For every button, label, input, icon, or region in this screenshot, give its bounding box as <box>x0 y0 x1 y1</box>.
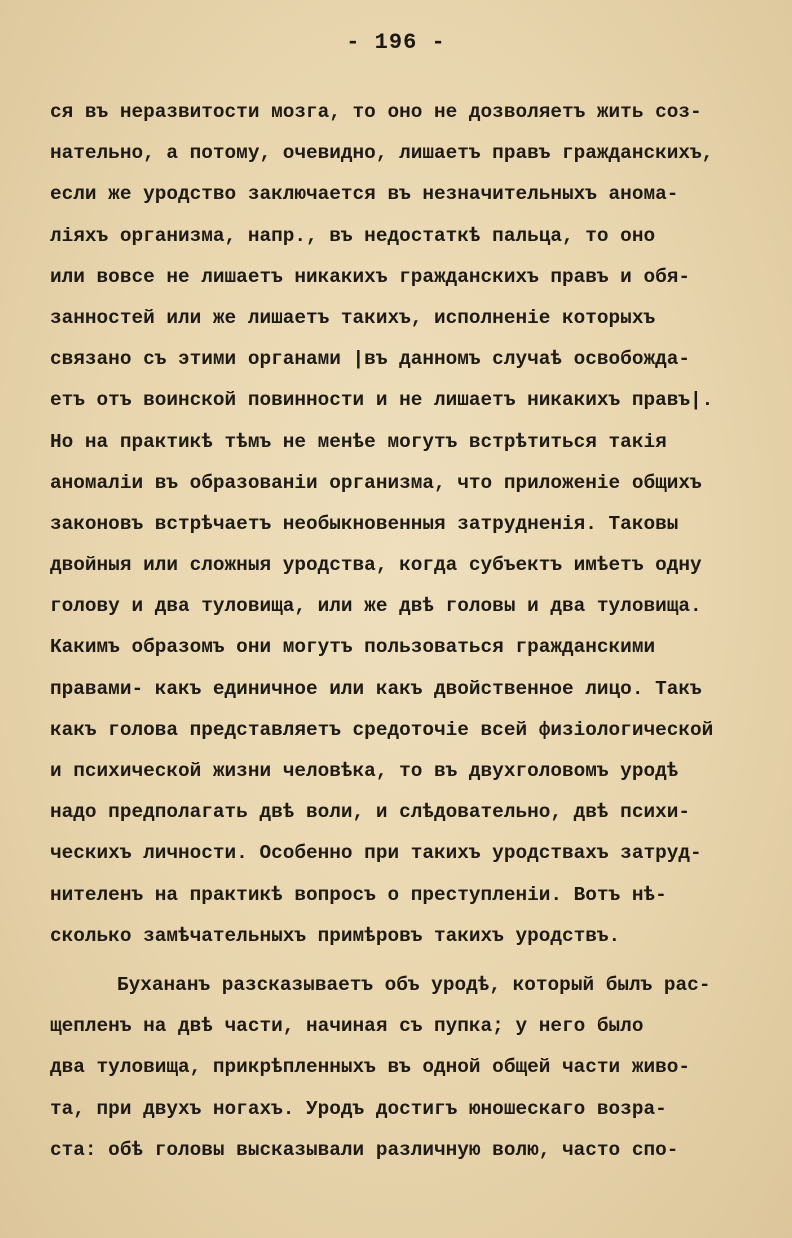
text-line: ся въ неразвитости мозга, то оно не дозволяетъ жить соз- <box>50 101 702 123</box>
text-line: двойныя или сложныя уродства, когда субъектъ имѣетъ одну <box>50 554 702 577</box>
text-line: правами- какъ единичное или какъ двойственное лицо. Такъ <box>50 677 702 700</box>
text-line: ческихъ личности. Особенно при такихъ уродствахъ затруд- <box>50 842 702 865</box>
body-text <box>50 92 780 1171</box>
text-line: сколько замѣчательныхъ примѣровъ такихъ уродствъ. <box>50 924 621 947</box>
paragraph-gap <box>50 957 780 965</box>
text-line: какъ голова представляетъ средоточiе всей физiологической <box>50 718 714 741</box>
text-line: связано съ этими органами |въ данномъ случаѣ освобожда- <box>50 348 690 371</box>
text-line: надо предполагать двѣ воли, и слѣдовательно, двѣ психи- <box>50 801 690 824</box>
text-line: занностей или же лишаетъ такихъ, исполненiе которыхъ <box>50 306 656 329</box>
text-line: или вовсе не лишаетъ никакихъ гражданскихъ правъ и обя- <box>50 265 690 288</box>
text-line: голову и два туловища, или же двѣ головы и два туловища. <box>50 595 702 618</box>
text-line: етъ отъ воинской повинности и не лишаетъ никакихъ правъ|. <box>50 389 714 412</box>
text-line: два туловища, прикрѣпленныхъ въ одной общей части живо- <box>50 1056 690 1079</box>
text-line: ста: обѣ головы высказывали различную волю, часто спо- <box>50 1138 679 1161</box>
text-line: лiяхъ организма, напр., въ недостаткѣ пальца, то оно <box>50 224 656 247</box>
text-line: если же уродство заключается въ незначительныхъ анома- <box>50 183 679 206</box>
text-line: нательно, а потому, очевидно, лишаетъ правъ гражданскихъ, <box>50 142 714 165</box>
text-line: законовъ встрѣчаетъ необыкновенныя затрудненiя. Таковы <box>50 512 679 535</box>
text-line: нителенъ на практикѣ вопросъ о преступленiи. Вотъ нѣ- <box>50 883 667 906</box>
text-line: щепленъ на двѣ части, начиная съ пупка; у него было <box>50 1015 644 1038</box>
paragraph-2 <box>50 965 780 1171</box>
text-line: Но на практикѣ тѣмъ не менѣе могутъ встрѣтиться такiя <box>50 430 667 453</box>
page-number: - 196 - <box>346 30 446 55</box>
text-line: та, при двухъ ногахъ. Уродъ достигъ юношескаго возра- <box>50 1097 667 1120</box>
text-line: аномалiи въ образованiи организма, что приложенiе общихъ <box>50 471 702 494</box>
text-line: Бухананъ разсказываетъ объ уродѣ, который былъ рас- <box>117 973 711 996</box>
paragraph-1 <box>50 92 780 957</box>
text-line: Какимъ образомъ они могутъ пользоваться гражданскими <box>50 636 656 659</box>
text-line: и психической жизни человѣка, то въ двухголовомъ уродѣ <box>50 760 679 782</box>
